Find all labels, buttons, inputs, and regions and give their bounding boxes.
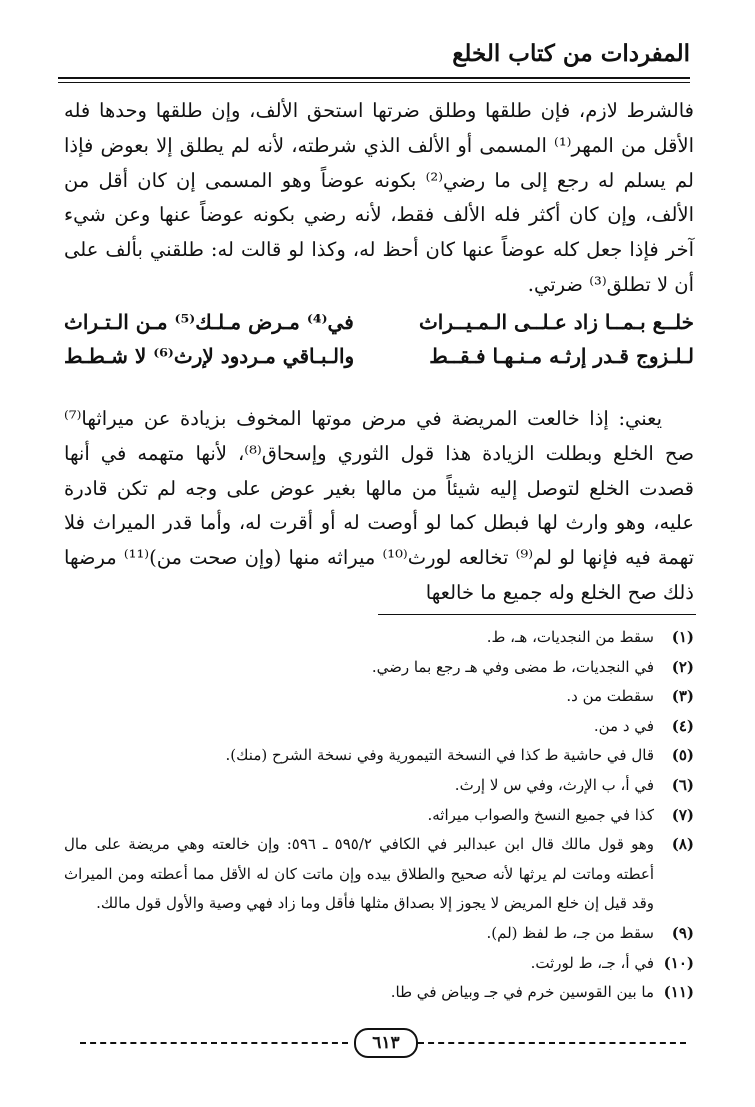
footnote-number: (٢) bbox=[671, 657, 694, 676]
footnote-number: (٩) bbox=[671, 923, 694, 942]
footnote-number: (١١) bbox=[663, 983, 694, 1002]
footnote-number: (٦) bbox=[671, 775, 694, 794]
poem bbox=[64, 305, 694, 373]
footnote-text: في النجديات، ط مضى وفي هـ رجع بما رضي. bbox=[371, 657, 654, 676]
footnote-number: (٨) bbox=[671, 835, 694, 854]
body-paragraph-2: يعني: إذا خالعت المريضة في مرض موتها المخوف بزيادة عن ميراثها⁽⁷⁾ صح الخلع وبطلت الزيادة هذا قول الثوري وإسحاق⁽⁸⁾، لأنها متهمه في أنها قصدت الخلع لتوصل إليه شيئاً من مالها بغير عوض على وجه لم تكن قادرة عليه، وهو وارث لها فبطل كما لو أوصت له أو أقرت له، وأما قدر الميراث فلا تهمة فيه فإنها لو لم⁽⁹⁾ تخالعه لورث⁽¹⁰⁾ ميراثه منها (وإن صحت من)⁽¹¹⁾ مرضها ذلك صح الخلع وله جميع ما خالعها bbox=[64, 407, 695, 604]
footnote-text: قال في حاشية ط كذا في النسخة التيمورية وفي نسخة الشرح (منك). bbox=[225, 746, 654, 765]
footnote-number: (٥) bbox=[671, 746, 694, 765]
verse-second-hemistich: والـبـاقي مـردود لإرث⁽⁶⁾ لا شـطـط bbox=[64, 344, 355, 368]
footnote-text: سقط من النجديات، هـ، ط. bbox=[486, 628, 654, 646]
header-rule-thin bbox=[58, 82, 690, 83]
header-rule-thick bbox=[58, 77, 690, 79]
footnote-separator bbox=[378, 614, 696, 615]
footnote-text: كذا في جميع النسخ والصواب ميراثه. bbox=[427, 805, 654, 824]
footnote-text: في أ، جـ، ط لورثت. bbox=[530, 953, 654, 972]
footnote-text: سقط من جـ، ط لفظ (لم). bbox=[486, 923, 654, 942]
page-header bbox=[58, 36, 690, 80]
footnote-text: سقطت من د. bbox=[566, 687, 654, 706]
footnote bbox=[64, 653, 694, 683]
page-footer bbox=[80, 1027, 686, 1057]
footnote-number: (١) bbox=[671, 628, 694, 646]
poem-verse bbox=[64, 305, 694, 339]
footnote bbox=[64, 712, 694, 742]
footnote-number: (١٠) bbox=[663, 953, 694, 972]
body-paragraph-1: فالشرط لازم، فإن طلقها وطلق ضرتها استحق الألف، وإن طلقها وحدها فله الأقل من المهر⁽¹⁾ المسمى أو الألف الذي شرطته، لأنه لم يطلق إلا بعوض فإذا لم يسلم له رجع إلى ما رضي⁽²⁾ بكونه عوضاً وهو المسمى إن كان أقل من الألف، وإن كان أكثر فله الألف فقط، لأنه رضي بكونه عوضاً عنها وعن شيء آخر فإذا جعل كله عوضاً عنها كان أحظ له، وكذا لو قالت له: طلقني بألف على أن لا تطلق⁽³⁾ ضرتي. bbox=[64, 99, 695, 296]
footnote-number: (٣) bbox=[671, 687, 694, 706]
footnote-text: في أ، ب الإرث، وفي س لا إرث. bbox=[454, 775, 654, 794]
footer-dashed-rule bbox=[418, 1042, 686, 1044]
footnote bbox=[64, 949, 694, 979]
footer-dashed-rule bbox=[80, 1042, 348, 1044]
footnote bbox=[64, 682, 694, 712]
footnote bbox=[64, 771, 694, 801]
footnote-text: وهو قول مالك قال ابن عبدالبر في الكافي ٥٩٥/٢ ـ ٥٩٦: وإن خالعته وهي مريضة على مال أعطته وماتت لم يرثها لأنه صحيح والطلاق بيده وإن ماتت كان له الأقل مما أعطته ومن الميراث وقد قيل إن خلع المريض لا يجوز إلا بصداق مثلها فأقل وما زاد فهي وصية والأول قول مالك. bbox=[64, 835, 654, 913]
verse-first-hemistich: خلــع بـمــا زاد عـلــى الـمـيــراث bbox=[418, 310, 694, 334]
footnote-text: ما بين القوسين خرم في جـ وبياض في طا. bbox=[390, 983, 654, 1002]
footnote-text: في د من. bbox=[593, 716, 654, 735]
footnote-number: (٧) bbox=[671, 805, 694, 824]
footnote bbox=[64, 978, 694, 1008]
footnote bbox=[64, 919, 694, 949]
page-number: ٦١٣ bbox=[354, 1028, 418, 1058]
footnote bbox=[64, 830, 694, 919]
footnote bbox=[64, 741, 694, 771]
footnote bbox=[64, 801, 694, 831]
verse-second-hemistich: في⁽⁴⁾ مـرض مـلـك⁽⁵⁾ مـن الـتـراث bbox=[64, 310, 354, 334]
footnotes bbox=[64, 623, 694, 1008]
footnote-number: (٤) bbox=[671, 716, 694, 735]
footnote bbox=[64, 623, 694, 653]
running-title: المفردات من كتاب الخلع bbox=[452, 40, 690, 67]
verse-first-hemistich: لـلـزوج قـدر إرثـه مـنـهـا فـقــط bbox=[429, 344, 694, 368]
poem-verse bbox=[64, 339, 694, 373]
